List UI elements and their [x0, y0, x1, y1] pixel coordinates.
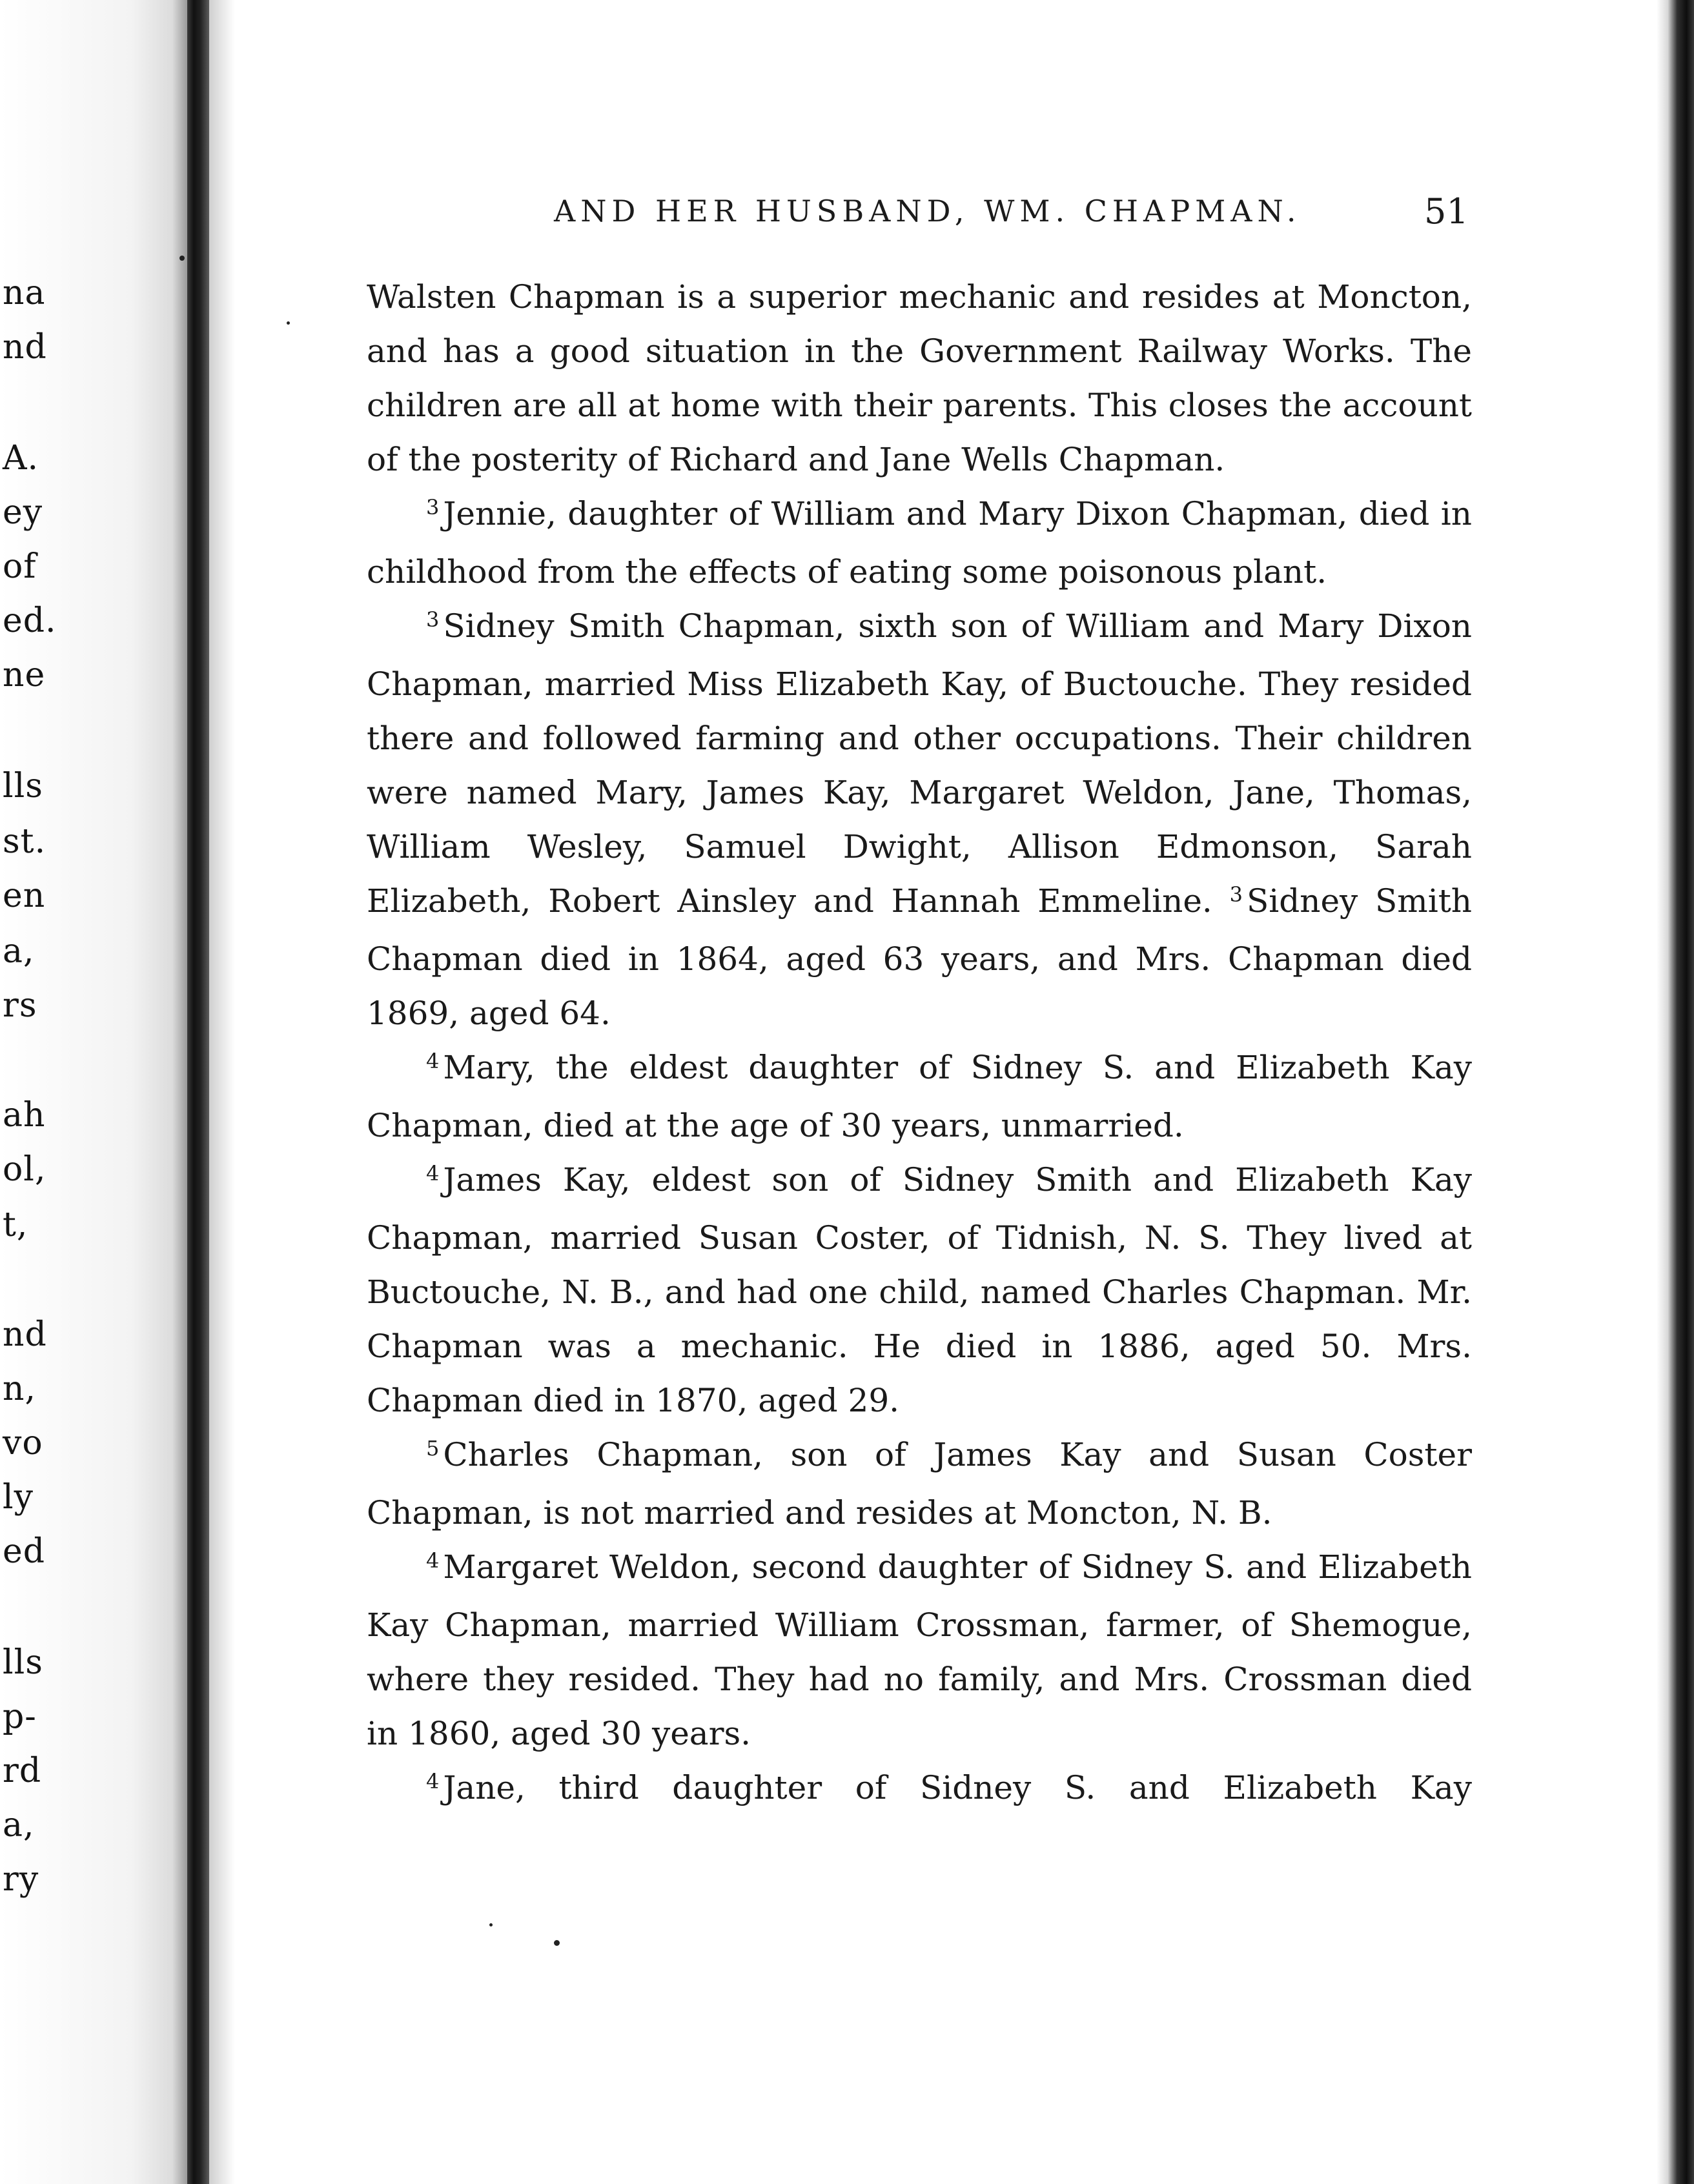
generation-marker: 3: [426, 607, 440, 632]
paragraph: [367, 1761, 1472, 1819]
scan-speck: [489, 1923, 493, 1926]
left-fragment: a,: [3, 1806, 35, 1845]
left-fragment: t,: [3, 1206, 28, 1244]
generation-marker: 4: [426, 1161, 440, 1186]
gutter-shadow: [209, 0, 235, 2184]
paragraph-text: Jane, third daughter of Sidney S. and Elizabeth Kay: [443, 1769, 1472, 1806]
paragraph-text: Margaret Weldon, second daughter of Sidney S. and Elizabeth Kay Chapman, married William Crossman, farmer, of Shemogue, where they resided. They had no family, and Mrs. Crossman died in 1860, aged 30 years.: [367, 1548, 1472, 1752]
left-fragment: of: [3, 547, 37, 586]
paragraph-text: Walsten Chapman is a superior mechanic and resides at Moncton, and has a good situation in the Government Railway Works. The children are all at home with their parents. This closes the account of the posterity of Richard and Jane Wells Chapman.: [367, 278, 1472, 478]
paragraph: [367, 1153, 1472, 1428]
paragraph: [367, 599, 1472, 1040]
left-fragment: na: [3, 274, 46, 312]
scan-speck: [554, 1940, 560, 1946]
left-fragment: ly: [3, 1478, 34, 1517]
left-fragment: A.: [3, 439, 39, 478]
left-fragment: vo: [3, 1424, 43, 1462]
left-fragment: p-: [3, 1697, 37, 1736]
left-fragment: n,: [3, 1370, 37, 1408]
running-head: AND HER HUSBAND, WM. CHAPMAN.: [554, 194, 1301, 228]
page-body: [367, 270, 1472, 1819]
left-page-edge: [0, 0, 187, 2184]
left-fragment: ey: [3, 493, 43, 532]
generation-marker: 3: [426, 495, 440, 520]
paragraph: [367, 487, 1472, 599]
generation-marker: 5: [426, 1436, 440, 1461]
generation-marker: 3: [1229, 882, 1243, 907]
paragraph-text: Charles Chapman, son of James Kay and Susan Coster Chapman, is not married and resides at Moncton, N. B.: [367, 1436, 1472, 1532]
book-gutter: [187, 0, 209, 2184]
left-fragment: nd: [3, 1315, 47, 1354]
left-fragment: lls: [3, 1643, 43, 1682]
page-number: 51: [1424, 191, 1469, 232]
left-fragment: ed.: [3, 602, 57, 640]
left-fragment: ry: [3, 1860, 39, 1899]
scan-speck: [179, 256, 185, 261]
paragraph-text: James Kay, eldest son of Sidney Smith and Elizabeth Kay Chapman, married Susan Coster, of Tidnish, N. S. They lived at Buctouche, N. B., and had one child, named Charles Chapman. Mr. Chapman was a mechanic. He died in 1886, aged 50. Mrs. Chapman died in 1870, aged 29.: [367, 1161, 1472, 1419]
left-fragment: a,: [3, 932, 35, 971]
left-fragment: rs: [3, 986, 37, 1025]
generation-marker: 4: [426, 1049, 440, 1073]
paragraph: [367, 1428, 1472, 1540]
paragraph-text: Mary, the eldest daughter of Sidney S. and Elizabeth Kay Chapman, died at the age of 30 years, unmarried.: [367, 1049, 1472, 1144]
scan-speck: [287, 321, 290, 325]
paragraph: [367, 1040, 1472, 1153]
left-fragment: st.: [3, 822, 46, 861]
left-fragment: ed: [3, 1532, 46, 1571]
left-fragment: en: [3, 876, 46, 915]
generation-marker: 4: [426, 1548, 440, 1573]
paragraph: [367, 1540, 1472, 1761]
paragraph-text: Sidney Smith Chapman died in 1864, aged 63 years, and Mrs. Chapman died 1869, aged 64.: [367, 882, 1472, 1032]
left-fragment: ol,: [3, 1150, 46, 1189]
left-fragment: ah: [3, 1096, 46, 1135]
paragraph: [367, 270, 1472, 487]
right-page-edge: [1657, 0, 1694, 2184]
paragraph-text: Jennie, daughter of William and Mary Dixon Chapman, died in childhood from the effects of eating some poisonous plant.: [367, 495, 1472, 591]
paragraph-text: Sidney Smith Chapman, sixth son of William and Mary Dixon Chapman, married Miss Elizabeth Kay, of Buctouche. They resided there and followed farming and other occupations. Their children were named Mary, James Kay, Margaret Weldon, Jane, Thomas, William Wesley, Samuel Dwight, Allison Edmonson, Sarah Elizabeth, Robert Ainsley and Hannah Emmeline.: [367, 607, 1472, 920]
generation-marker: 4: [426, 1769, 440, 1794]
left-fragment: lls: [3, 767, 43, 805]
left-fragment: ne: [3, 656, 46, 694]
left-fragment: nd: [3, 328, 47, 367]
left-fragment: rd: [3, 1752, 42, 1790]
